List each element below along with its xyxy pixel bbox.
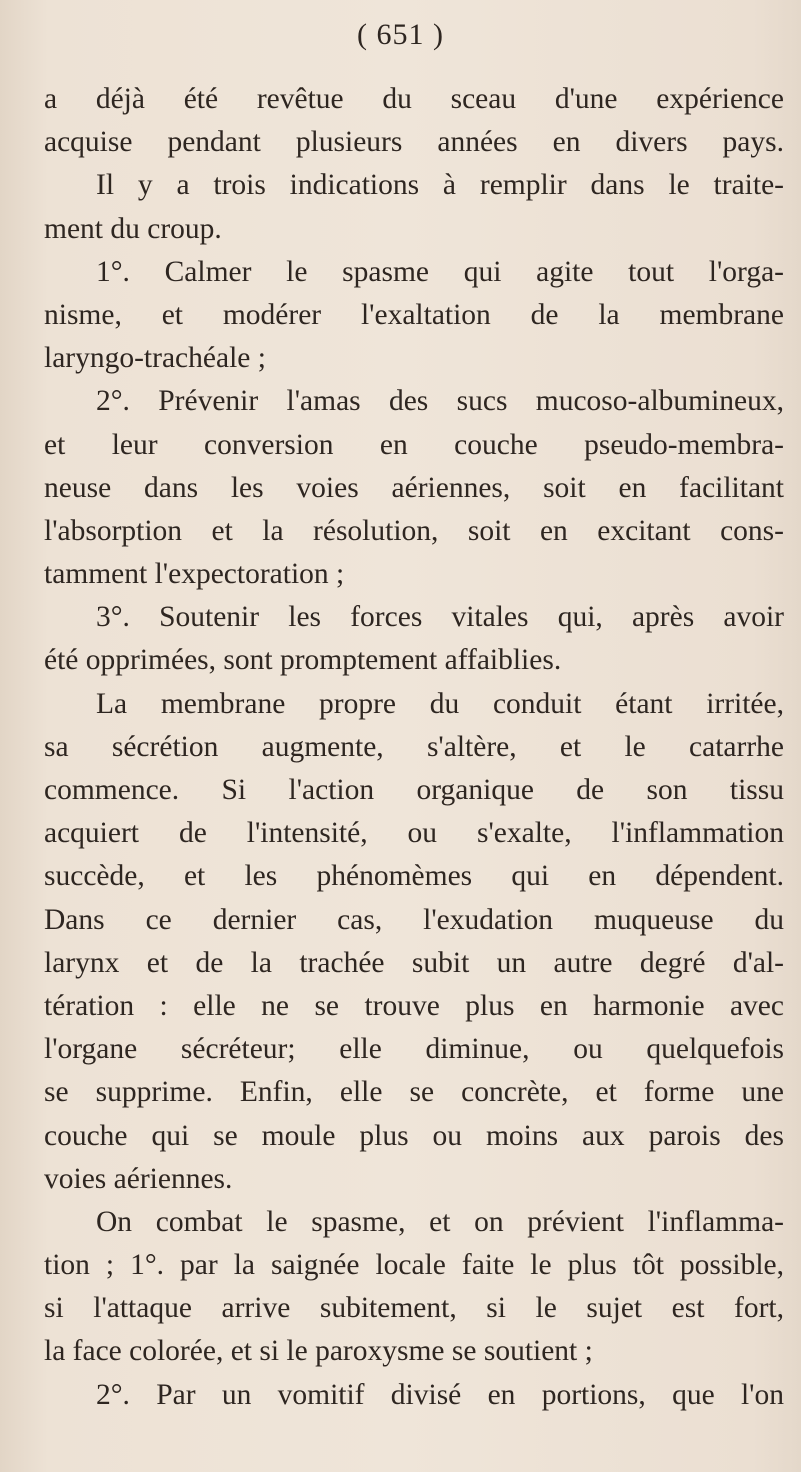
- text-line: la face colorée, et si le paroxysme se soutient ;: [44, 1335, 593, 1368]
- text-line: larynx et de la trachée subit un autre degré d'al-: [44, 946, 784, 979]
- text-line: voies aériennes.: [44, 1162, 233, 1195]
- text-line: On combat le spasme, et on prévient l'inflamma-: [96, 1205, 784, 1238]
- text-line: si l'attaque arrive subitement, si le sujet est fort,: [44, 1292, 784, 1325]
- text-line: 2°. Par un vomitif divisé en portions, que l'on: [96, 1378, 784, 1411]
- text-line: couche qui se moule plus ou moins aux parois des: [44, 1119, 784, 1152]
- text-line: 3°. Soutenir les forces vitales qui, après avoir: [96, 601, 784, 634]
- text-line: nisme, et modérer l'exaltation de la membrane: [44, 298, 784, 331]
- page-body-text: [44, 78, 784, 1417]
- text-line: 2°. Prévenir l'amas des sucs mucoso-albumineux,: [96, 385, 784, 418]
- text-line: commence. Si l'action organique de son tissu: [44, 774, 784, 806]
- text-line: a déjà été revêtue du sceau d'une expérience: [44, 83, 784, 115]
- text-line: 1°. Calmer le spasme qui agite tout l'orga-: [96, 255, 784, 288]
- text-line: tération : elle ne se trouve plus en harmonie avec: [44, 989, 784, 1022]
- text-line: laryngo-trachéale ;: [44, 342, 266, 375]
- text-line: acquise pendant plusieurs années en divers pays.: [44, 126, 784, 159]
- text-line: Dans ce dernier cas, l'exudation muqueuse du: [44, 903, 784, 936]
- text-line: sa sécrétion augmente, s'altère, et le catarrhe: [44, 730, 784, 763]
- text-line: tion ; 1°. par la saignée locale faite le plus tôt possible,: [44, 1249, 784, 1282]
- text-line: l'absorption et la résolution, soit en excitant cons-: [44, 514, 784, 547]
- text-line: Il y a trois indications à remplir dans le traite-: [96, 169, 784, 202]
- text-line: acquiert de l'intensité, ou s'exalte, l'inflammation: [44, 817, 784, 850]
- text-line: succède, et les phénomèmes qui en dépendent.: [44, 860, 784, 893]
- text-line: tamment l'expectoration ;: [44, 558, 345, 591]
- text-line: se supprime. Enfin, elle se concrète, et forme une: [44, 1076, 784, 1109]
- text-line: et leur conversion en couche pseudo-membra-: [44, 428, 784, 461]
- text-line: neuse dans les voies aériennes, soit en facilitant: [44, 471, 784, 504]
- page-number: ( 651 ): [357, 18, 444, 51]
- text-line: l'organe sécréteur; elle diminue, ou quelquefois: [44, 1033, 784, 1066]
- text-line: La membrane propre du conduit étant irritée,: [96, 687, 784, 720]
- text-line: été opprimées, sont promptement affaiblies.: [44, 644, 562, 677]
- text-line: ment du croup.: [44, 212, 222, 245]
